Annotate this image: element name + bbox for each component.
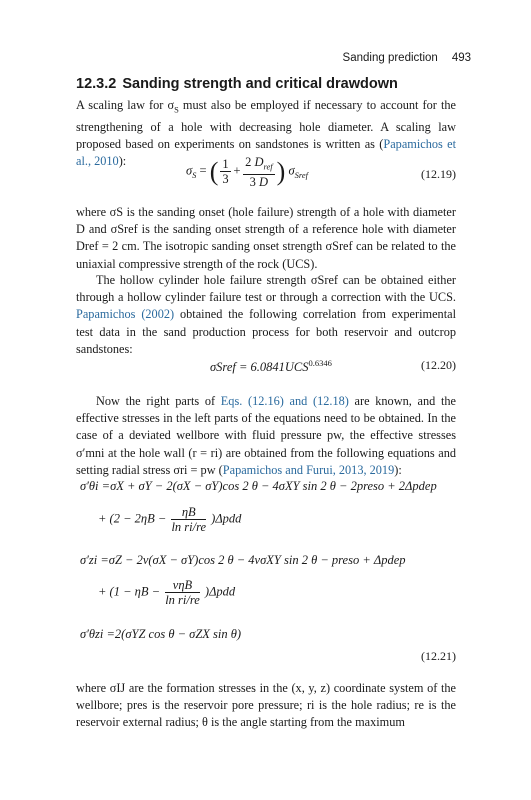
eq1219-lhs-sub: S xyxy=(192,170,197,181)
citation-eqs-12-16-12-18[interactable]: Eqs. (12.16) and (12.18) xyxy=(220,394,349,408)
paragraph-formation-stresses: where σIJ are the formation stresses in the (x, y, z) coordinate system of the wellbore; pres is the reservoir pore pressure; ri is the hole radius; re is the reservoir external radius; θ is the angle starting from the maximum xyxy=(76,681,456,730)
para3-text-b: obtained the following correlation from experimental test data in the sand production process for both reservoir and outcrop sandstones: xyxy=(76,307,456,356)
para3-text-a: The hollow cylinder hole failure strength σSref can be obtained either through a hollow cylinder failure test or through a correction with the UCS. xyxy=(76,273,456,305)
equation-number-12-19: (12.19) xyxy=(421,167,456,181)
eq1221-line-z-cont xyxy=(98,578,235,607)
paragraph-effective-stresses xyxy=(76,393,456,479)
para1-text-b: must also be employed if necessary to account for the strengthening of a hole with decreasing hole diameter. A scaling law proposed based on experiments on sandstones is written as ( xyxy=(76,98,456,151)
para1-text-a: A scaling law for σ xyxy=(76,98,175,112)
eq1219-dref: D xyxy=(254,155,264,169)
eq1219-d: D xyxy=(259,174,269,189)
eq1221-l2-b: )Δpdd xyxy=(211,511,242,526)
equation-number-12-21: (12.21) xyxy=(421,649,456,663)
eq1221-l2-num: ηB xyxy=(171,505,206,520)
eq1221-l2-a: + (2 − 2ηB − xyxy=(98,511,167,526)
eq1219-rhs-sub: Sref xyxy=(294,170,308,181)
para1-text-c: ): xyxy=(118,154,127,169)
equation-number-12-20: (12.20) xyxy=(421,358,456,372)
para4-text-b: are known, and the effective stresses in the left parts of the equations need to be obtained. In the case of a deviated wellbore with fluid pressure pw, the effective stresses σ′mni at the hole wall (r = ri) are obtained from the following equations and setting radial stress σri = pw ( xyxy=(76,394,456,477)
eq1221-line-theta-cont xyxy=(98,505,241,534)
equation-12-20 xyxy=(76,358,456,378)
running-title: Sanding prediction xyxy=(342,52,438,64)
eq1219-lhs: σ xyxy=(186,163,193,178)
eq1221-line-theta: σ′θi =σX + σY − 2(σX − σY)cos 2 θ − 4σXY sin 2 θ − 2preso + 2Δpdep xyxy=(80,479,437,493)
eq1221-line-z: σ′zi =σZ − 2ν(σX − σY)cos 2 θ − 4νσXY sin 2 θ − preso + Δpdep xyxy=(80,553,406,567)
eq1221-l4-num: νηB xyxy=(165,578,200,593)
eq1221-l2-den: ln ri/re xyxy=(171,520,207,534)
eq1221-l4-b: )Δpdd xyxy=(204,584,236,599)
paragraph-hollow-cylinder xyxy=(76,272,456,358)
citation-papamichos-2010[interactable]: Papamichos et al., 2010 xyxy=(76,136,457,169)
eq1220-lhs: σSref = 6.0841UCS xyxy=(210,360,309,375)
paragraph-sanding-onset: where σS is the sanding onset (hole failure) strength of a hole with diameter D and σSref is the sanding onset strength of a reference hole with diameter Dref = 2 cm. The isotropic sanding onset strength σSref can be related to the uniaxial compressive strength of the rock (UCS). xyxy=(76,205,456,271)
eq1219-rhs: σ xyxy=(288,163,295,178)
page-number: 493 xyxy=(451,52,471,64)
section-title: Sanding strength and critical drawdown xyxy=(122,76,398,92)
eq1221-line-theta-z: σ′θzi =2(σYZ cos θ − σZX sin θ) xyxy=(80,627,242,641)
eq1221-l4-a: + (1 − ηB − xyxy=(98,584,161,599)
equation-12-19: $\sigma_S$ = ( $\frac{1}{3}$ + $\frac{2 D_{ref}}{3 D}$ ) $\sigma_{Sref}$ (12.19) xyxy=(186,155,456,189)
para4-text-a: Now the right parts of xyxy=(96,394,221,408)
eq1219-two: 2 xyxy=(245,155,252,169)
running-header xyxy=(343,52,471,64)
eq1220-exponent: 0.6346 xyxy=(308,358,332,368)
para4-text-c: ): xyxy=(394,462,402,477)
section-number: 12.3.2 xyxy=(76,76,117,92)
eq1219-num-one: 1 xyxy=(222,157,229,172)
eq1219-den-three: 3 xyxy=(222,172,229,187)
eq1219-den-three-b: 3 xyxy=(249,174,256,189)
citation-papamichos-2002[interactable]: Papamichos (2002) xyxy=(76,307,175,322)
section-heading xyxy=(76,76,398,92)
eq1219-equals: = xyxy=(199,163,207,178)
paragraph-scaling-law: A scaling law for $\sigma_S$ must also be employed if necessary to account for the strengthening of a hole with decreasing hole diameter. A scaling law proposed based on experiments on sandstones is written as (Papamichos et al., 2010): xyxy=(76,98,457,169)
eq1221-l4-den: ln ri/re xyxy=(165,593,200,607)
citation-papamichos-furui[interactable]: Papamichos and Furui, 2013, 2019 xyxy=(222,462,395,477)
eq1219-dref-sub: ref xyxy=(263,161,273,172)
